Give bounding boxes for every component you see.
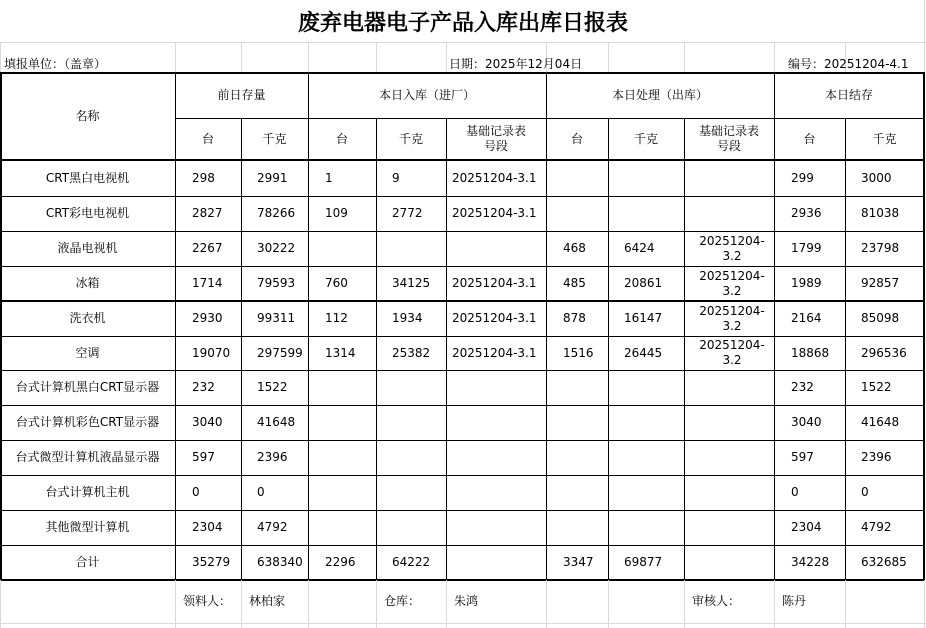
subheader-unit-count: 台 [335,131,348,146]
cell-i-t [308,440,376,475]
cell-s-t: 2936 [791,206,822,220]
cell-i-k: 25382 [392,345,431,360]
grid-line [684,42,685,72]
cell-i-r [446,545,546,580]
cell-p-t: 0 [192,485,200,499]
grid-line [0,623,926,624]
cell-p-t: 3040 [192,415,223,429]
cell-p-t: 2267 [192,241,223,255]
reviewer-label: 审核人： [692,594,741,608]
cell-i-r [446,475,546,510]
cell-o-t: 1516 [563,345,594,360]
cell-s-t: 1989 [791,276,822,290]
grid-line [0,42,1,72]
cell-s-k: 2396 [861,450,892,464]
cell-i-t [308,370,376,405]
cell-i-r [446,405,546,440]
grid-line [308,42,309,72]
row-name: 台式微型计算机液晶显示器 [15,450,160,464]
cell-o-r [684,440,774,475]
cell-o-r: 20251204-3.2 [699,268,765,298]
cell-i-r: 20251204-3.1 [452,206,537,220]
cell-p-t: 232 [192,380,215,394]
header-prev-stock: 前日存量 [217,87,266,102]
cell-s-k: 23798 [861,241,900,255]
cell-i-t: 109 [325,206,348,220]
cell-p-t: 298 [192,170,215,185]
cell-o-r [684,370,774,405]
cell-p-k: 4792 [257,520,288,534]
cell-o-k: 6424 [624,241,655,255]
receiver-name: 林柏家 [249,594,286,608]
cell-o-k [608,440,684,475]
cell-o-t [546,160,608,196]
report-date: 日期：2025年12月04日 [449,57,583,71]
cell-s-t: 34228 [791,555,830,569]
cell-s-t: 2304 [791,520,822,534]
header-inbound: 本日入库（进厂） [378,87,475,102]
cell-i-t [308,510,376,545]
cell-s-t: 0 [791,485,799,499]
row-name: 合计 [75,555,100,569]
cell-o-k [608,160,684,196]
cell-s-k: 4792 [861,520,892,534]
cell-o-k: 26445 [624,345,663,360]
grid-line [845,580,846,628]
cell-s-k: 632685 [861,555,907,569]
cell-s-k: 92857 [861,276,900,290]
subheader-unit-count: 台 [570,131,583,146]
cell-s-t: 1799 [791,241,822,255]
grid-line [0,42,926,43]
cell-i-t: 1314 [325,345,356,360]
cell-p-k: 30222 [257,241,296,255]
cell-p-t: 1714 [192,276,223,290]
cell-p-t: 19070 [192,345,231,360]
subheader-record-no: 基础记录表 号段 [698,124,759,153]
grid-line [774,42,775,72]
cell-i-r [446,440,546,475]
cell-o-t [546,370,608,405]
cell-o-k [608,510,684,545]
cell-p-t: 2827 [192,206,223,220]
cell-o-k: 69877 [624,555,663,569]
cell-s-t: 232 [791,380,814,394]
cell-i-r: 20251204-3.1 [452,170,537,185]
grid-line [608,42,609,72]
grid-line [446,42,447,72]
cell-i-t [308,475,376,510]
cell-i-k [376,231,446,266]
cell-i-k [376,510,446,545]
row-name: 冰箱 [75,276,100,290]
cell-i-r: 20251204-3.1 [452,311,537,325]
cell-i-r: 20251204-3.1 [452,345,537,360]
cell-i-k: 64222 [392,555,431,569]
cell-o-t [546,405,608,440]
header-name: 名称 [75,108,100,123]
warehouse-name: 朱鸿 [454,594,479,608]
cell-o-t: 485 [563,276,586,290]
cell-p-k: 2991 [257,170,288,185]
cell-s-k: 3000 [861,170,892,185]
cell-p-k: 2396 [257,450,288,464]
cell-s-t: 2164 [791,311,822,325]
cell-o-r: 20251204-3.2 [699,338,765,367]
cell-o-t [546,440,608,475]
cell-o-t [546,196,608,231]
grid-line [308,580,309,628]
row-name: CRT黑白电视机 [45,170,130,185]
cell-o-r [684,405,774,440]
header-processed: 本日处理（出库） [611,87,708,102]
cell-o-k: 20861 [624,276,663,290]
grid-line [546,580,547,628]
cell-s-k: 81038 [861,206,900,220]
cell-p-t: 35279 [192,555,231,569]
report-title: 废弃电器电子产品入库出库日报表 [297,10,628,36]
cell-p-k: 41648 [257,415,296,429]
cell-p-k: 0 [257,485,265,499]
subheader-unit-kg: 千克 [398,131,423,146]
cell-i-r: 20251204-3.1 [452,276,537,290]
receiver-label: 领料人： [183,594,232,608]
cell-o-t: 3347 [563,555,594,569]
cell-i-t: 112 [325,311,348,325]
cell-i-t: 1 [325,170,333,185]
cell-s-k: 41648 [861,415,900,429]
row-name: 液晶电视机 [57,241,118,255]
grid-line [0,580,1,628]
report-code: 编号：20251204-4.1 [788,57,909,71]
cell-i-r [446,231,546,266]
grid-line [241,42,242,72]
cell-p-t: 2304 [192,520,223,534]
cell-o-t [546,510,608,545]
grid-line [175,42,176,72]
row-name: 台式计算机主机 [45,485,130,499]
row-name: 空调 [75,345,100,360]
cell-o-t: 468 [563,241,586,255]
cell-p-t: 597 [192,450,215,464]
cell-o-r: 20251204-3.2 [699,233,765,263]
row-name: 其他微型计算机 [45,520,130,534]
cell-p-k: 79593 [257,276,296,290]
cell-s-t: 597 [791,450,814,464]
cell-i-k [376,370,446,405]
grid-line [924,580,925,628]
cell-i-t [308,231,376,266]
cell-o-r [684,196,774,231]
cell-p-k: 78266 [257,206,296,220]
cell-i-r [446,370,546,405]
cell-s-k: 296536 [861,345,907,360]
cell-o-k [608,196,684,231]
row-name: 洗衣机 [69,311,106,325]
cell-o-k: 16147 [624,311,663,325]
reporting-unit: 填报单位：（盖章） [4,57,107,71]
cell-s-t: 3040 [791,415,822,429]
cell-o-k [608,475,684,510]
subheader-unit-count: 台 [201,131,214,146]
cell-p-k: 99311 [257,311,296,325]
cell-i-t: 760 [325,276,348,290]
cell-i-k [376,405,446,440]
cell-p-k: 297599 [257,345,303,360]
cell-i-t: 2296 [325,555,356,569]
cell-o-r [684,510,774,545]
subheader-unit-kg: 千克 [262,131,287,146]
cell-o-t [546,475,608,510]
row-name: 台式计算机黑白CRT显示器 [15,380,160,394]
cell-o-t: 878 [563,311,586,325]
cell-i-r [446,510,546,545]
row-name: 台式计算机彩色CRT显示器 [15,415,160,429]
cell-o-r [684,475,774,510]
cell-o-r: 20251204-3.2 [699,303,765,333]
cell-p-k: 1522 [257,380,288,394]
cell-i-k [376,475,446,510]
header-stock: 本日结存 [824,87,873,102]
cell-i-k [376,440,446,475]
cell-i-k: 1934 [392,311,423,325]
cell-s-t: 299 [791,170,814,185]
cell-s-k: 85098 [861,311,900,325]
cell-o-k [608,405,684,440]
cell-s-k: 0 [861,485,869,499]
cell-p-k: 638340 [257,555,303,569]
cell-i-t [308,405,376,440]
grid-line [376,42,377,72]
cell-i-k: 2772 [392,206,423,220]
cell-p-t: 2930 [192,311,223,325]
row-name: CRT彩电电视机 [45,206,130,220]
reviewer-name: 陈丹 [782,594,807,608]
warehouse-label: 仓库： [384,594,421,608]
cell-s-t: 18868 [791,345,830,360]
cell-s-k: 1522 [861,380,892,394]
cell-o-k [608,370,684,405]
subheader-unit-count: 台 [803,131,816,146]
subheader-record-no: 基础记录表 号段 [465,124,526,153]
cell-i-k: 34125 [392,276,431,290]
cell-i-k: 9 [392,170,400,185]
subheader-unit-kg: 千克 [633,131,658,146]
cell-o-r [684,545,774,580]
subheader-unit-kg: 千克 [872,131,897,146]
cell-o-r [684,160,774,196]
grid-line [608,580,609,628]
